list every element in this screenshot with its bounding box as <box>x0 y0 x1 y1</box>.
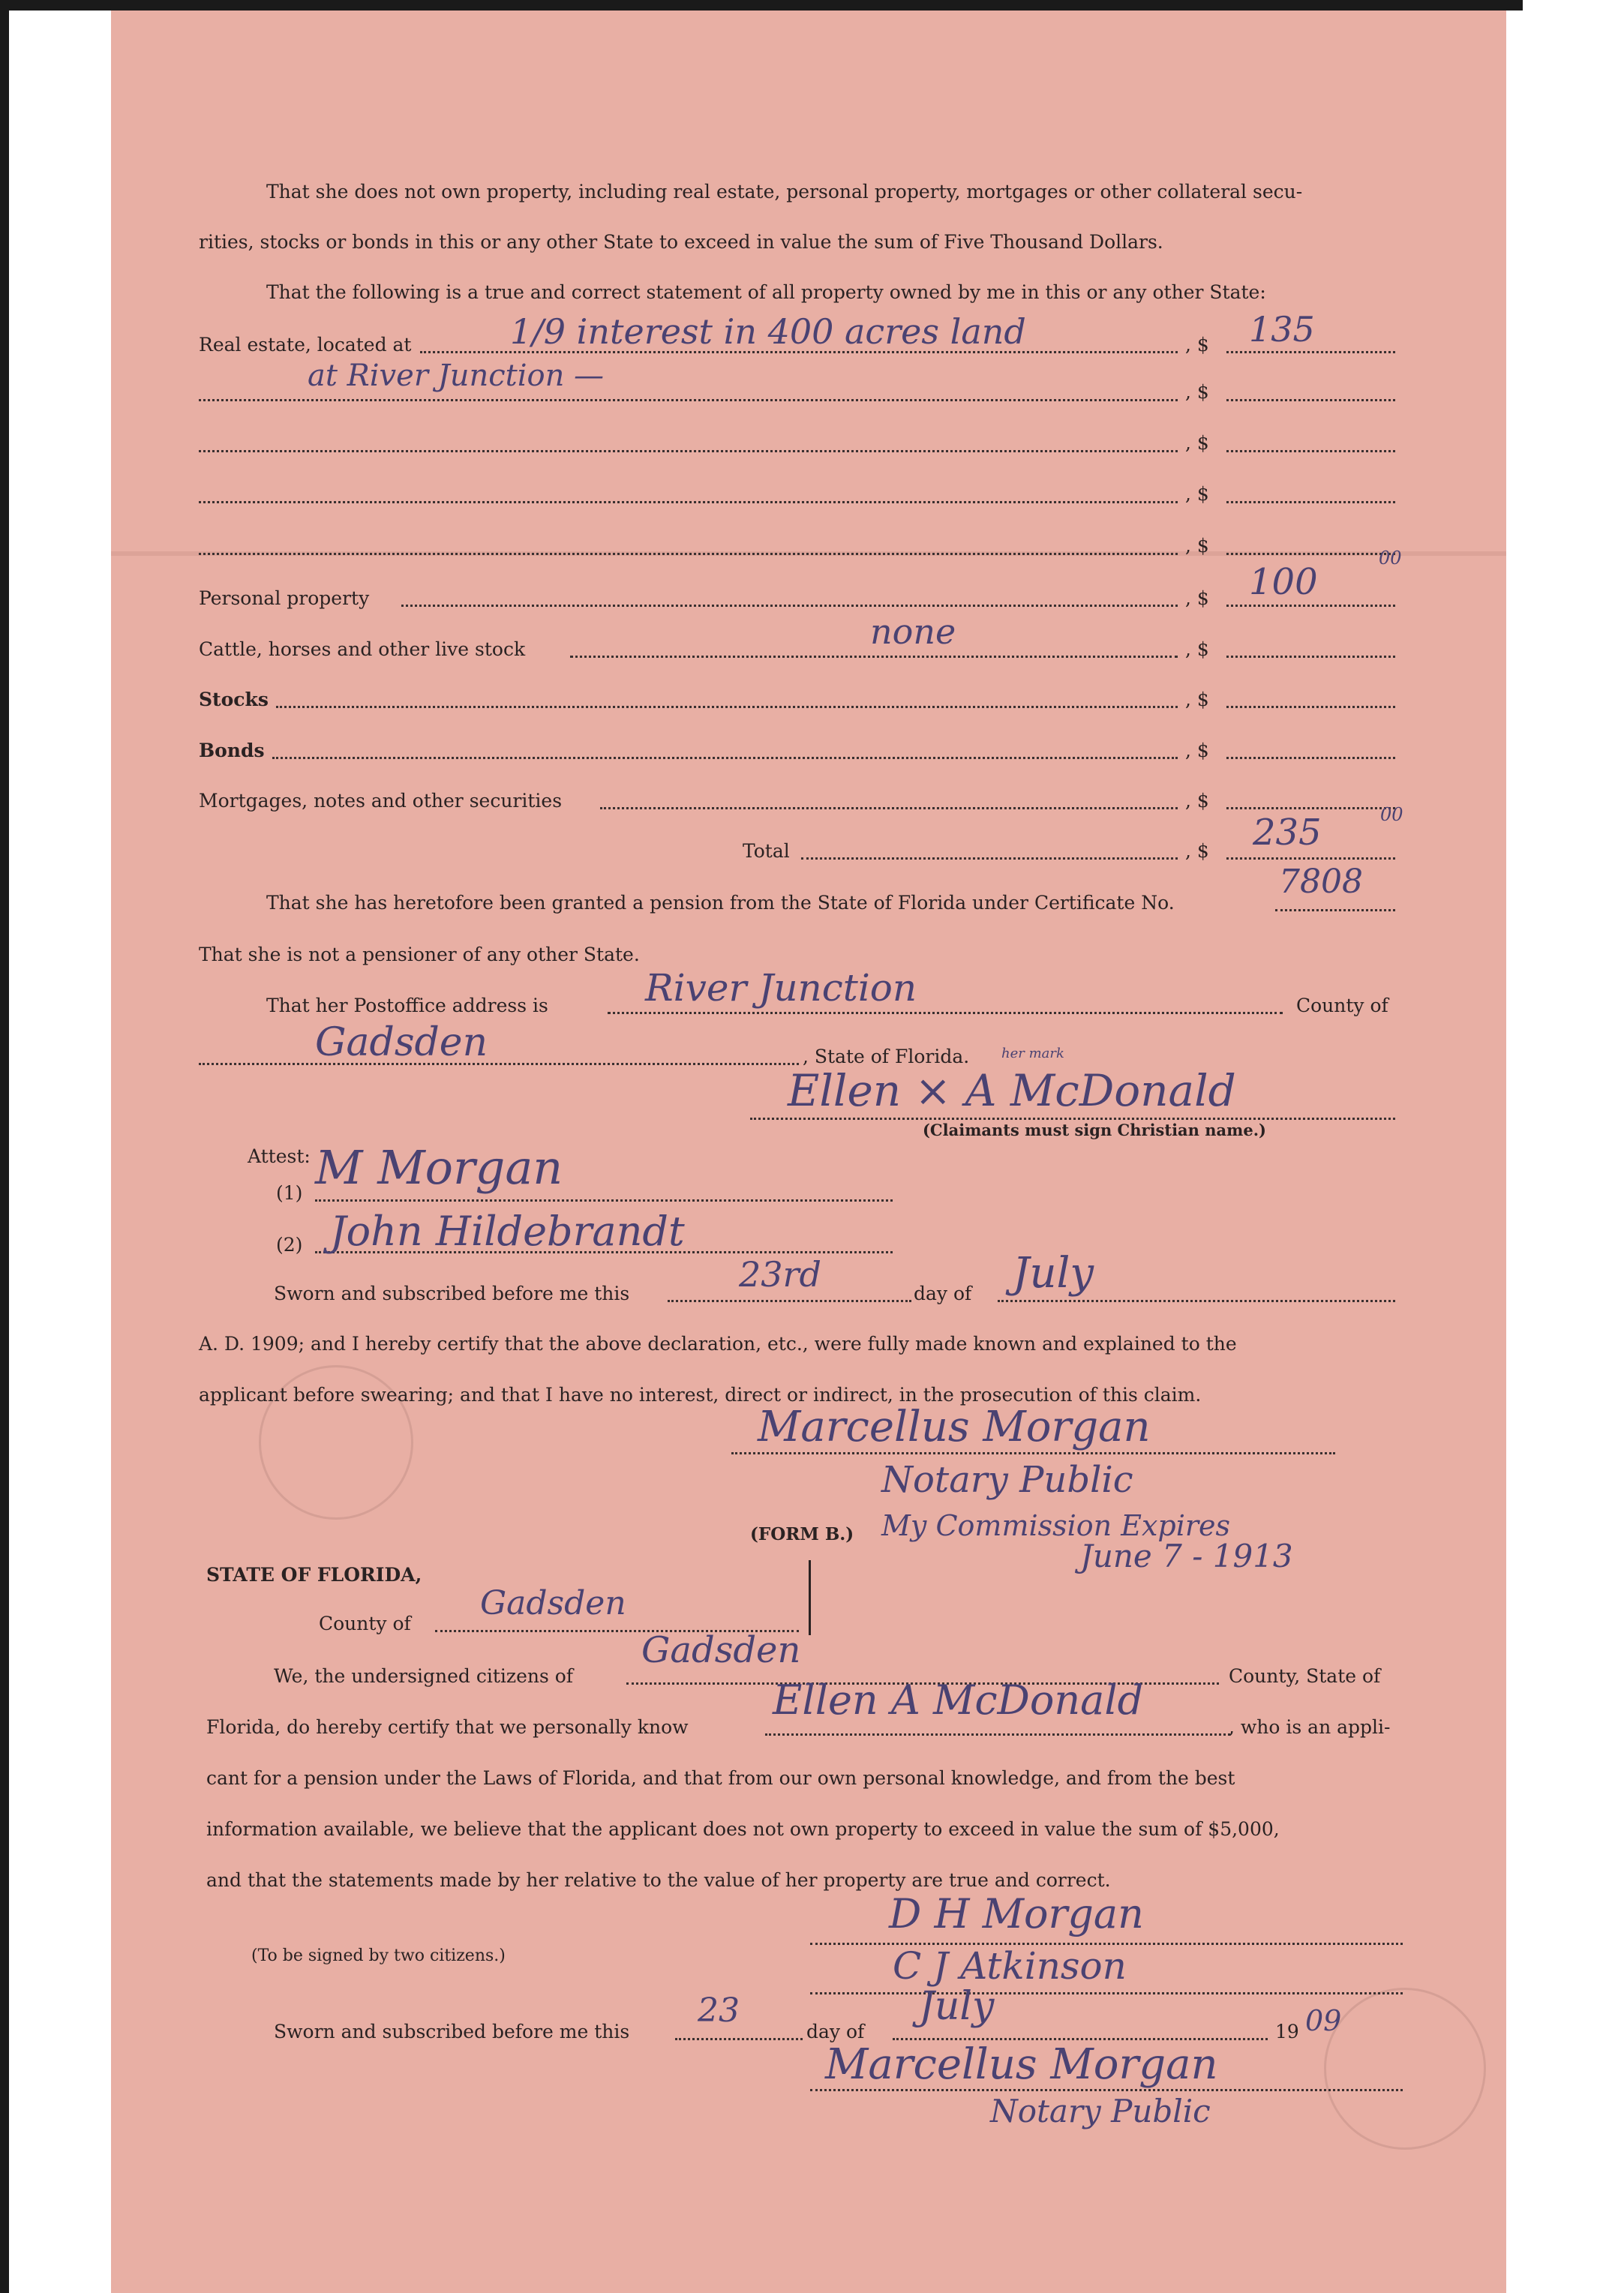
amount-line <box>1226 605 1395 607</box>
dollar-sign: , $ <box>1185 587 1209 609</box>
real-estate-line-5 <box>199 553 1178 555</box>
amount-line <box>1226 501 1395 503</box>
citizen-1-signature: D H Morgan <box>889 1890 1144 1937</box>
sworn-month: July <box>1013 1249 1094 1298</box>
amount-line <box>1226 351 1395 353</box>
stocks-line <box>276 706 1178 708</box>
dollar-sign: , $ <box>1185 790 1209 812</box>
total-line <box>801 857 1178 860</box>
dollar-sign: , $ <box>1185 740 1209 761</box>
formb-sworn-day: 23 <box>698 1991 740 2030</box>
personal-property-label: Personal property <box>199 587 370 609</box>
county-line <box>199 1063 799 1065</box>
dollar-sign: , $ <box>1185 535 1209 557</box>
applicant-suffix: , who is an appli- <box>1229 1716 1391 1738</box>
amount-line <box>1226 706 1395 708</box>
mortgages-label: Mortgages, notes and other securities <box>199 790 563 812</box>
cattle-line <box>570 656 1178 658</box>
dollar-sign: , $ <box>1185 689 1209 710</box>
signed-by-two-note: (To be signed by two citizens.) <box>251 1946 506 1965</box>
formb-line-4: information available, we believe that the applicant does not own property to exceed in value the sum of $5,000, <box>206 1818 1280 1840</box>
citizen-2-line <box>810 1992 1403 1994</box>
notary-title: Notary Public <box>881 1459 1133 1501</box>
formb-county-handwriting: Gadsden <box>480 1584 626 1622</box>
attest-label: Attest: <box>248 1145 311 1167</box>
real-estate-line-3 <box>199 450 1178 452</box>
bonds-label: Bonds <box>199 740 265 761</box>
amount-line <box>1226 450 1395 452</box>
not-pensioner-line: That she is not a pensioner of any other State. <box>199 944 640 965</box>
attest-1-line <box>315 1199 893 1202</box>
formb-year-label: 19 <box>1275 2021 1299 2042</box>
amount-line <box>1226 857 1395 860</box>
total-amount: 235 <box>1253 812 1322 854</box>
county-state-label: County, State of <box>1229 1665 1381 1687</box>
certificate-number: 7808 <box>1279 863 1363 901</box>
formb-line-5: and that the statements made by her relative to the value of her property are true and correct. <box>206 1869 1111 1891</box>
claimant-signature: Ellen × A McDonald <box>788 1065 1236 1116</box>
real-estate-line-4 <box>199 501 1178 503</box>
postoffice-line <box>608 1012 1283 1014</box>
notary-seal-impression-2 <box>1324 1988 1486 2150</box>
personal-property-cents: 00 <box>1379 548 1402 569</box>
sworn-label: Sworn and subscribed before me this <box>274 1283 630 1304</box>
total-label: Total <box>743 840 790 862</box>
applicant-line <box>765 1733 1230 1736</box>
personal-property-line <box>401 605 1178 607</box>
sworn-month-line <box>998 1300 1395 1302</box>
amount-line <box>1226 757 1395 759</box>
amount-line <box>1226 399 1395 401</box>
county-brace <box>801 1560 811 1635</box>
her-mark: her mark <box>1001 1046 1064 1061</box>
formb-sworn-label: Sworn and subscribed before me this <box>274 2021 630 2042</box>
formb-notary-title: Notary Public <box>990 2093 1211 2129</box>
real-estate-handwriting: 1/9 interest in 400 acres land <box>510 311 1026 352</box>
formb-day-of-label: day of <box>806 2021 865 2042</box>
scan-border-top <box>0 0 1523 11</box>
we-county-handwriting: Gadsden <box>641 1629 801 1671</box>
certificate-line <box>1275 909 1395 911</box>
real-estate-label: Real estate, located at <box>199 334 412 356</box>
formb-line-3: cant for a pension under the Laws of Florida, and that from our own personal knowledge, and from the best <box>206 1767 1235 1789</box>
intro-line-1: That she does not own property, including real estate, personal property, mortgages or other collateral secu- <box>266 181 1303 203</box>
county-handwriting: Gadsden <box>315 1020 488 1065</box>
personal-property-amount: 100 <box>1249 561 1318 603</box>
stocks-label: Stocks <box>199 689 269 710</box>
applicant-handwriting: Ellen A McDonald <box>773 1676 1144 1724</box>
citizen-2-signature: C J Atkinson <box>893 1944 1127 1988</box>
total-cents: 00 <box>1380 804 1403 825</box>
sworn-day: 23rd <box>739 1254 821 1295</box>
bonds-line <box>272 757 1178 759</box>
state-of-florida-label: , State of Florida. <box>803 1046 970 1067</box>
cattle-handwriting: none <box>870 611 956 652</box>
statement-line: That the following is a true and correct statement of all property owned by me in this or any other State: <box>266 281 1266 303</box>
real-estate-handwriting-2: at River Junction — <box>308 359 605 393</box>
claimant-signature-line <box>750 1118 1395 1120</box>
scan-border-left <box>0 0 9 2293</box>
pension-line: That she has heretofore been granted a pension from the State of Florida under Certificate No. <box>266 892 1175 914</box>
state-of-florida-heading: STATE OF FLORIDA, <box>206 1564 422 1586</box>
real-estate-amount: 135 <box>1249 309 1315 350</box>
attest-2-label: (2) <box>276 1234 303 1256</box>
notary-signature-line <box>731 1452 1335 1454</box>
formb-county-label: County of <box>319 1613 411 1634</box>
formb-sworn-month: July <box>919 1984 995 2029</box>
dollar-sign: , $ <box>1185 432 1209 454</box>
dollar-sign: , $ <box>1185 334 1209 356</box>
commission-date: June 7 - 1913 <box>1080 1538 1293 1574</box>
we-undersigned-label: We, the undersigned citizens of <box>274 1665 574 1687</box>
postoffice-label: That her Postoffice address is <box>266 995 548 1016</box>
attest-1-label: (1) <box>276 1182 303 1204</box>
intro-line-2: rities, stocks or bonds in this or any other State to exceed in value the sum of Five Thousand Dollars. <box>199 231 1163 253</box>
formb-notary-line <box>810 2089 1403 2091</box>
formb-year: 09 <box>1305 2004 1342 2037</box>
dollar-sign: , $ <box>1185 840 1209 862</box>
dollar-sign: , $ <box>1185 638 1209 660</box>
form-b-label: (FORM B.) <box>750 1524 854 1544</box>
real-estate-line-2 <box>199 399 1178 401</box>
day-of-label: day of <box>914 1283 972 1304</box>
dollar-sign: , $ <box>1185 483 1209 505</box>
formb-sworn-day-line <box>675 2038 803 2040</box>
commission-expires: My Commission Expires <box>881 1509 1231 1542</box>
certify-line-2: applicant before swearing; and that I have no interest, direct or indirect, in the prosecution of this claim. <box>199 1384 1202 1406</box>
florida-certify-label: Florida, do hereby certify that we personally know <box>206 1716 689 1738</box>
postoffice-handwriting: River Junction <box>645 966 917 1010</box>
attest-signature-1: M Morgan <box>315 1140 563 1195</box>
dollar-sign: , $ <box>1185 381 1209 403</box>
amount-line <box>1226 656 1395 658</box>
mortgages-line <box>600 807 1178 809</box>
amount-line <box>1226 553 1395 555</box>
amount-line <box>1226 807 1395 809</box>
notary-signature: Marcellus Morgan <box>758 1403 1151 1451</box>
county-of-label: County of <box>1296 995 1388 1016</box>
attest-signature-2: John Hildebrandt <box>330 1208 685 1255</box>
sworn-day-line <box>668 1300 911 1302</box>
certify-line-1: A. D. 1909; and I hereby certify that the above declaration, etc., were fully made known and explained to the <box>199 1333 1237 1355</box>
formb-notary-signature: Marcellus Morgan <box>825 2040 1218 2089</box>
cattle-label: Cattle, horses and other live stock <box>199 638 526 660</box>
claimant-note: (Claimants must sign Christian name.) <box>923 1121 1266 1139</box>
